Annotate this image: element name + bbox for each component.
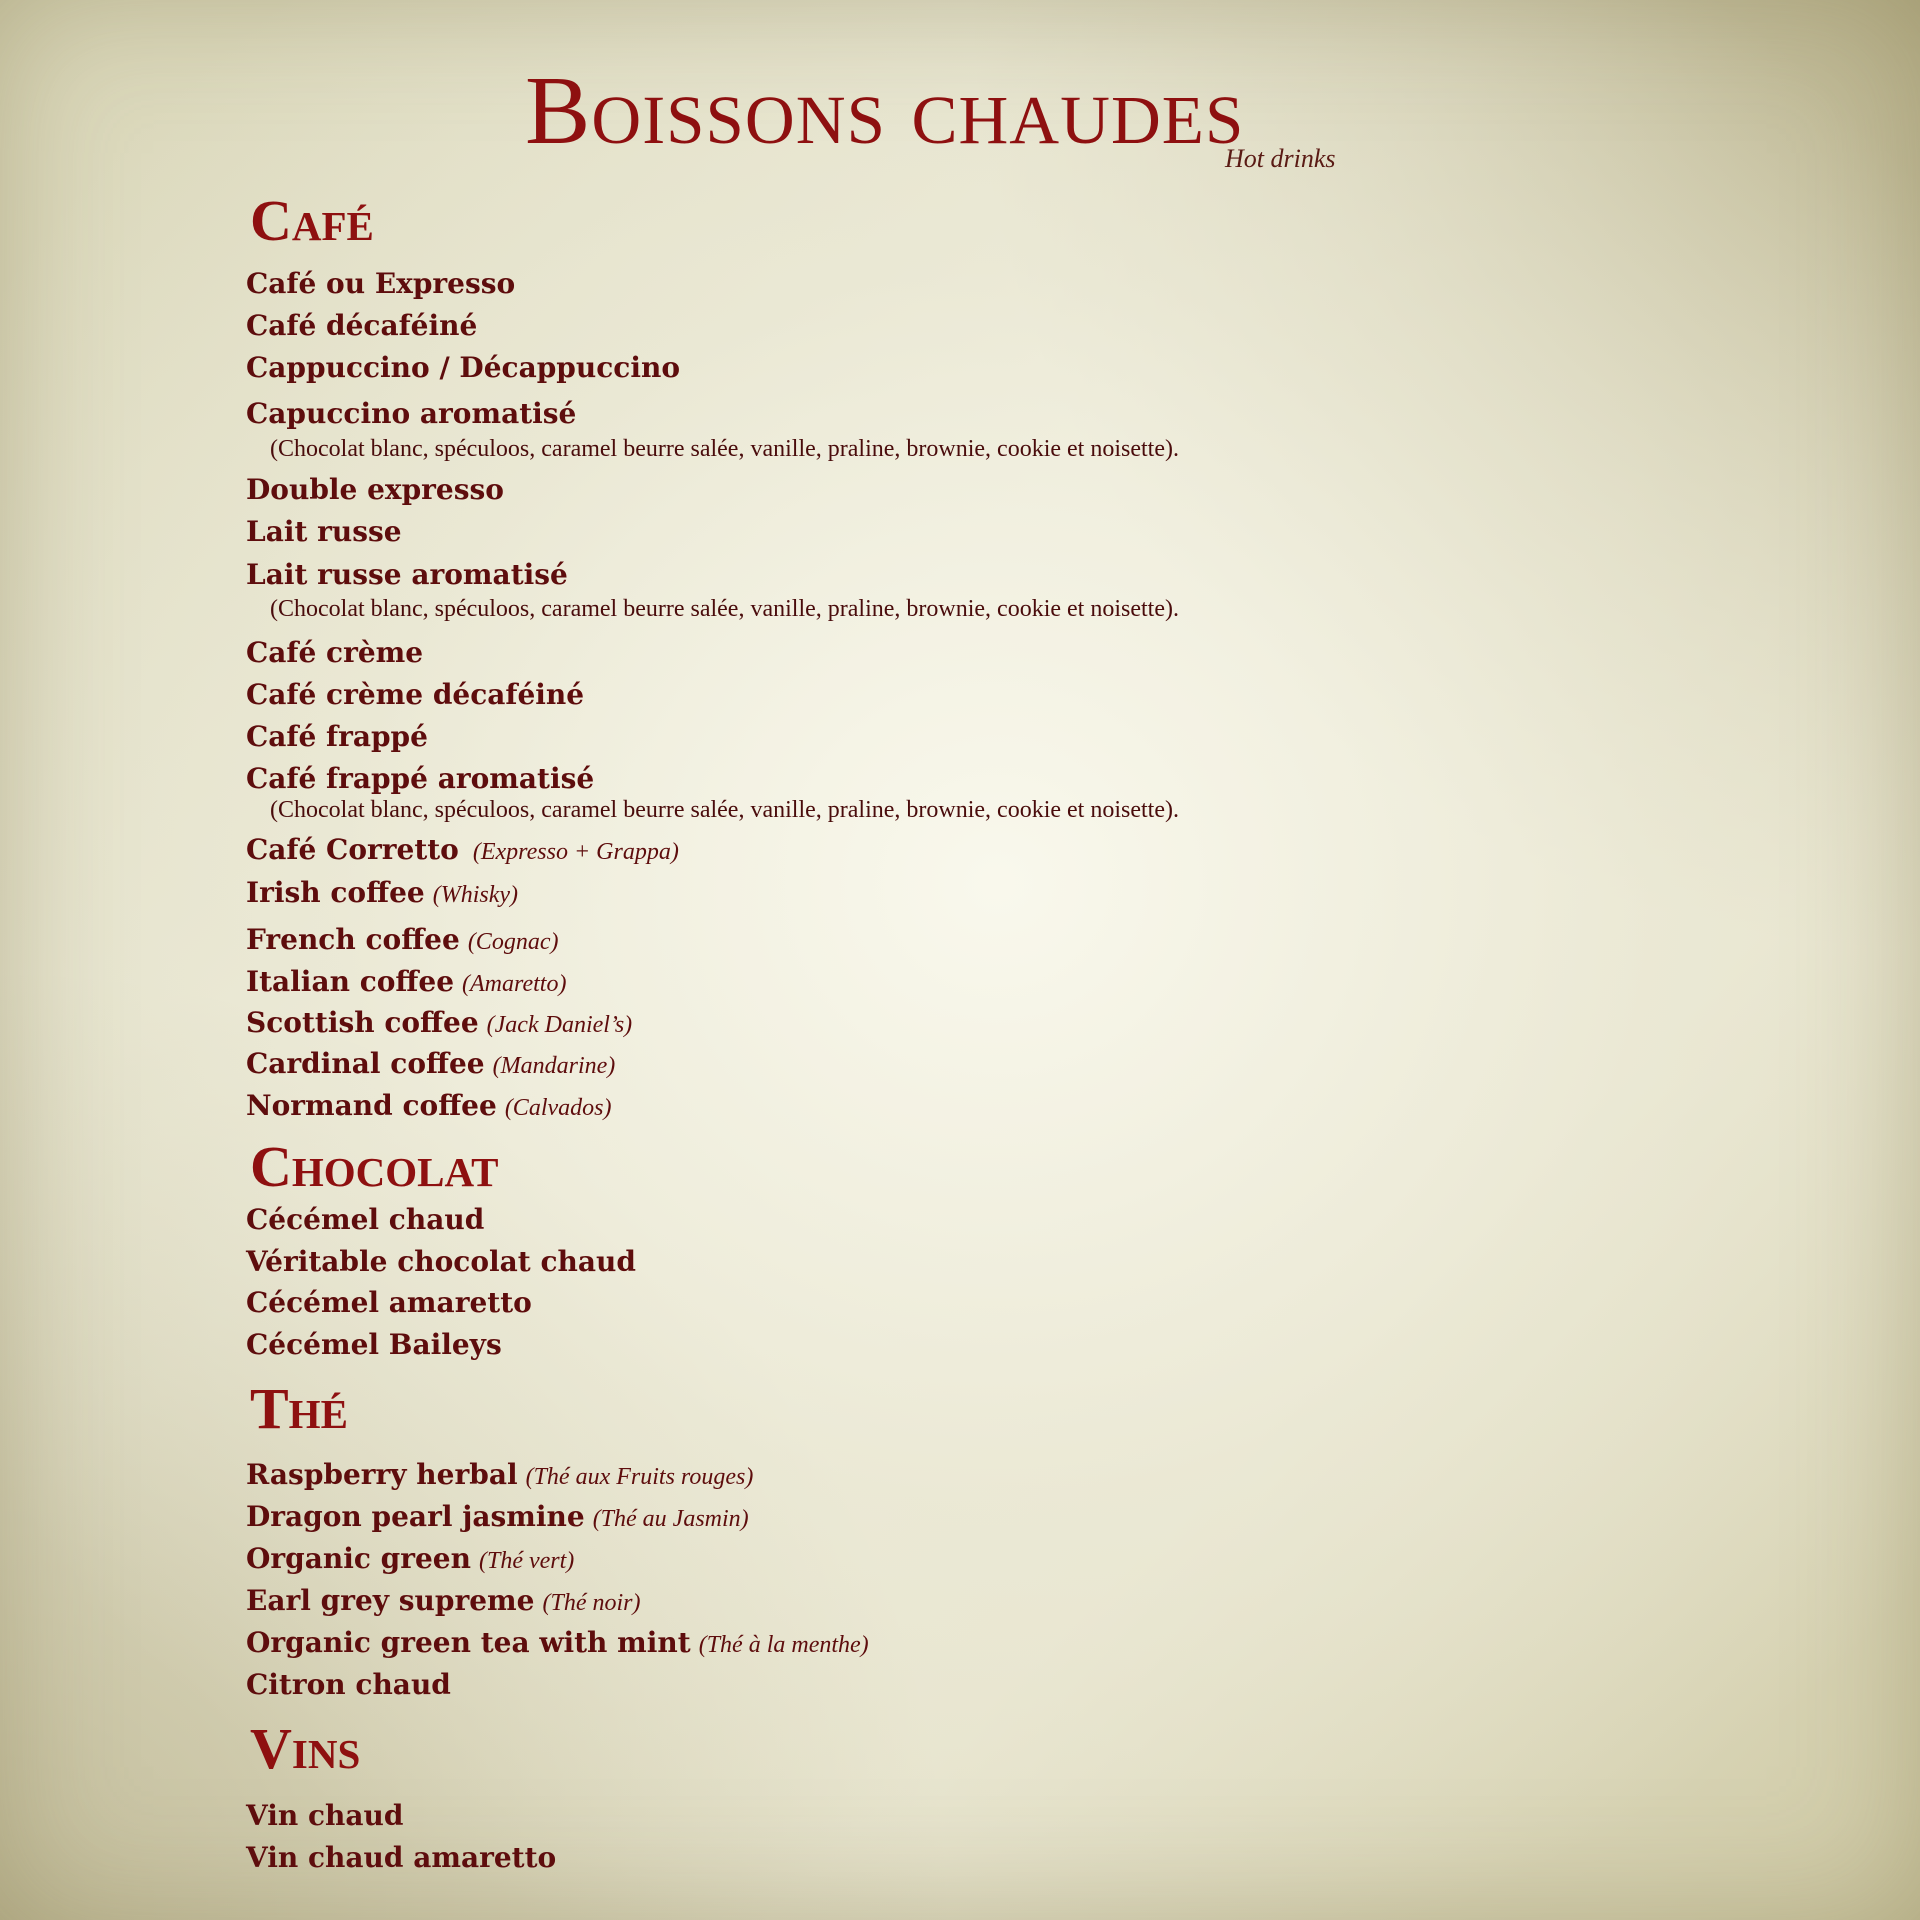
menu-item <box>246 267 516 300</box>
page-title: Boissons chaudes <box>525 57 1245 165</box>
item-name: Véritable chocolat chaud <box>246 1245 636 1278</box>
menu-item <box>246 1458 754 1491</box>
menu-item <box>246 1089 612 1122</box>
item-name: Cécémel amaretto <box>246 1286 532 1319</box>
item-name: Café Corretto <box>246 833 459 866</box>
menu-item <box>246 515 402 548</box>
item-name: Irish coffee <box>246 876 425 909</box>
menu-item <box>246 1584 641 1617</box>
menu-item <box>246 833 679 866</box>
menu-item <box>246 720 428 753</box>
section-heading-cafe: Café <box>250 188 374 253</box>
item-name: Café crème <box>246 636 424 669</box>
item-name: Dragon pearl jasmine <box>246 1500 585 1533</box>
item-note: (Thé aux Fruits rouges) <box>525 1464 754 1490</box>
item-description: (Chocolat blanc, spéculoos, caramel beurre salée, vanille, praline, brownie, cookie et noisette). <box>270 596 1179 622</box>
menu-item <box>246 678 585 711</box>
item-name: Café ou Expresso <box>246 267 516 300</box>
menu-item <box>246 1626 869 1659</box>
item-name: Capuccino aromatisé <box>246 397 577 430</box>
menu-item <box>246 923 559 956</box>
page-subtitle: Hot drinks <box>1225 144 1336 173</box>
item-name: Double expresso <box>246 473 504 506</box>
menu-item <box>246 876 518 909</box>
item-note: (Thé à la menthe) <box>698 1632 869 1658</box>
menu-item <box>246 1799 404 1832</box>
item-name: Italian coffee <box>246 965 455 998</box>
item-name: Café frappé <box>246 720 428 753</box>
item-note: (Thé au Jasmin) <box>592 1506 749 1532</box>
item-name: Lait russe aromatisé <box>246 558 568 591</box>
item-description: (Chocolat blanc, spéculoos, caramel beurre salée, vanille, praline, brownie, cookie et noisette). <box>270 436 1179 462</box>
menu-item <box>246 1668 451 1701</box>
item-name: Cappuccino / Décappuccino <box>246 351 680 384</box>
item-name: Vin chaud <box>246 1799 404 1832</box>
menu-item <box>246 351 680 384</box>
item-name: Café crème décaféiné <box>246 678 585 711</box>
menu-item <box>246 762 595 795</box>
item-name: Citron chaud <box>246 1668 451 1701</box>
item-description: (Chocolat blanc, spéculoos, caramel beurre salée, vanille, praline, brownie, cookie et noisette). <box>270 797 1179 823</box>
menu-item <box>246 1841 557 1874</box>
item-note: (Mandarine) <box>492 1053 616 1079</box>
menu-item <box>246 309 478 342</box>
menu-item <box>246 1203 485 1236</box>
menu-item <box>246 1500 749 1533</box>
menu-item <box>246 1542 575 1575</box>
menu-item <box>246 636 424 669</box>
section-heading-the: Thé <box>250 1376 348 1441</box>
menu-item <box>246 1006 633 1039</box>
menu-item <box>246 965 567 998</box>
item-name: Organic green <box>246 1542 471 1575</box>
item-name: Earl grey supreme <box>246 1584 535 1617</box>
menu-item <box>246 1245 636 1278</box>
item-name: Vin chaud amaretto <box>246 1841 557 1874</box>
menu-item <box>246 1328 502 1361</box>
menu-item <box>246 558 568 591</box>
item-name: Lait russe <box>246 515 402 548</box>
item-note: (Expresso + Grappa) <box>472 839 679 865</box>
item-name: French coffee <box>246 923 460 956</box>
section-heading-chocolat: Chocolat <box>250 1134 499 1199</box>
item-name: Cardinal coffee <box>246 1047 485 1080</box>
menu-item <box>246 473 504 506</box>
item-note: (Cognac) <box>467 929 559 955</box>
item-name: Café décaféiné <box>246 309 478 342</box>
item-name: Café frappé aromatisé <box>246 762 595 795</box>
item-note: (Thé vert) <box>478 1548 575 1574</box>
item-name: Raspberry herbal <box>246 1458 518 1491</box>
item-name: Organic green tea with mint <box>246 1626 691 1659</box>
item-note: (Whisky) <box>432 882 518 908</box>
menu-item <box>246 1047 616 1080</box>
item-note: (Thé noir) <box>542 1590 641 1616</box>
item-name: Cécémel chaud <box>246 1203 485 1236</box>
menu-item <box>246 397 577 430</box>
item-name: Cécémel Baileys <box>246 1328 502 1361</box>
item-name: Normand coffee <box>246 1089 497 1122</box>
item-note: (Calvados) <box>504 1095 612 1121</box>
item-note: (Jack Daniel’s) <box>486 1012 633 1038</box>
menu-item <box>246 1286 532 1319</box>
item-name: Scottish coffee <box>246 1006 479 1039</box>
item-note: (Amaretto) <box>462 971 567 997</box>
section-heading-vins: Vins <box>250 1716 361 1781</box>
